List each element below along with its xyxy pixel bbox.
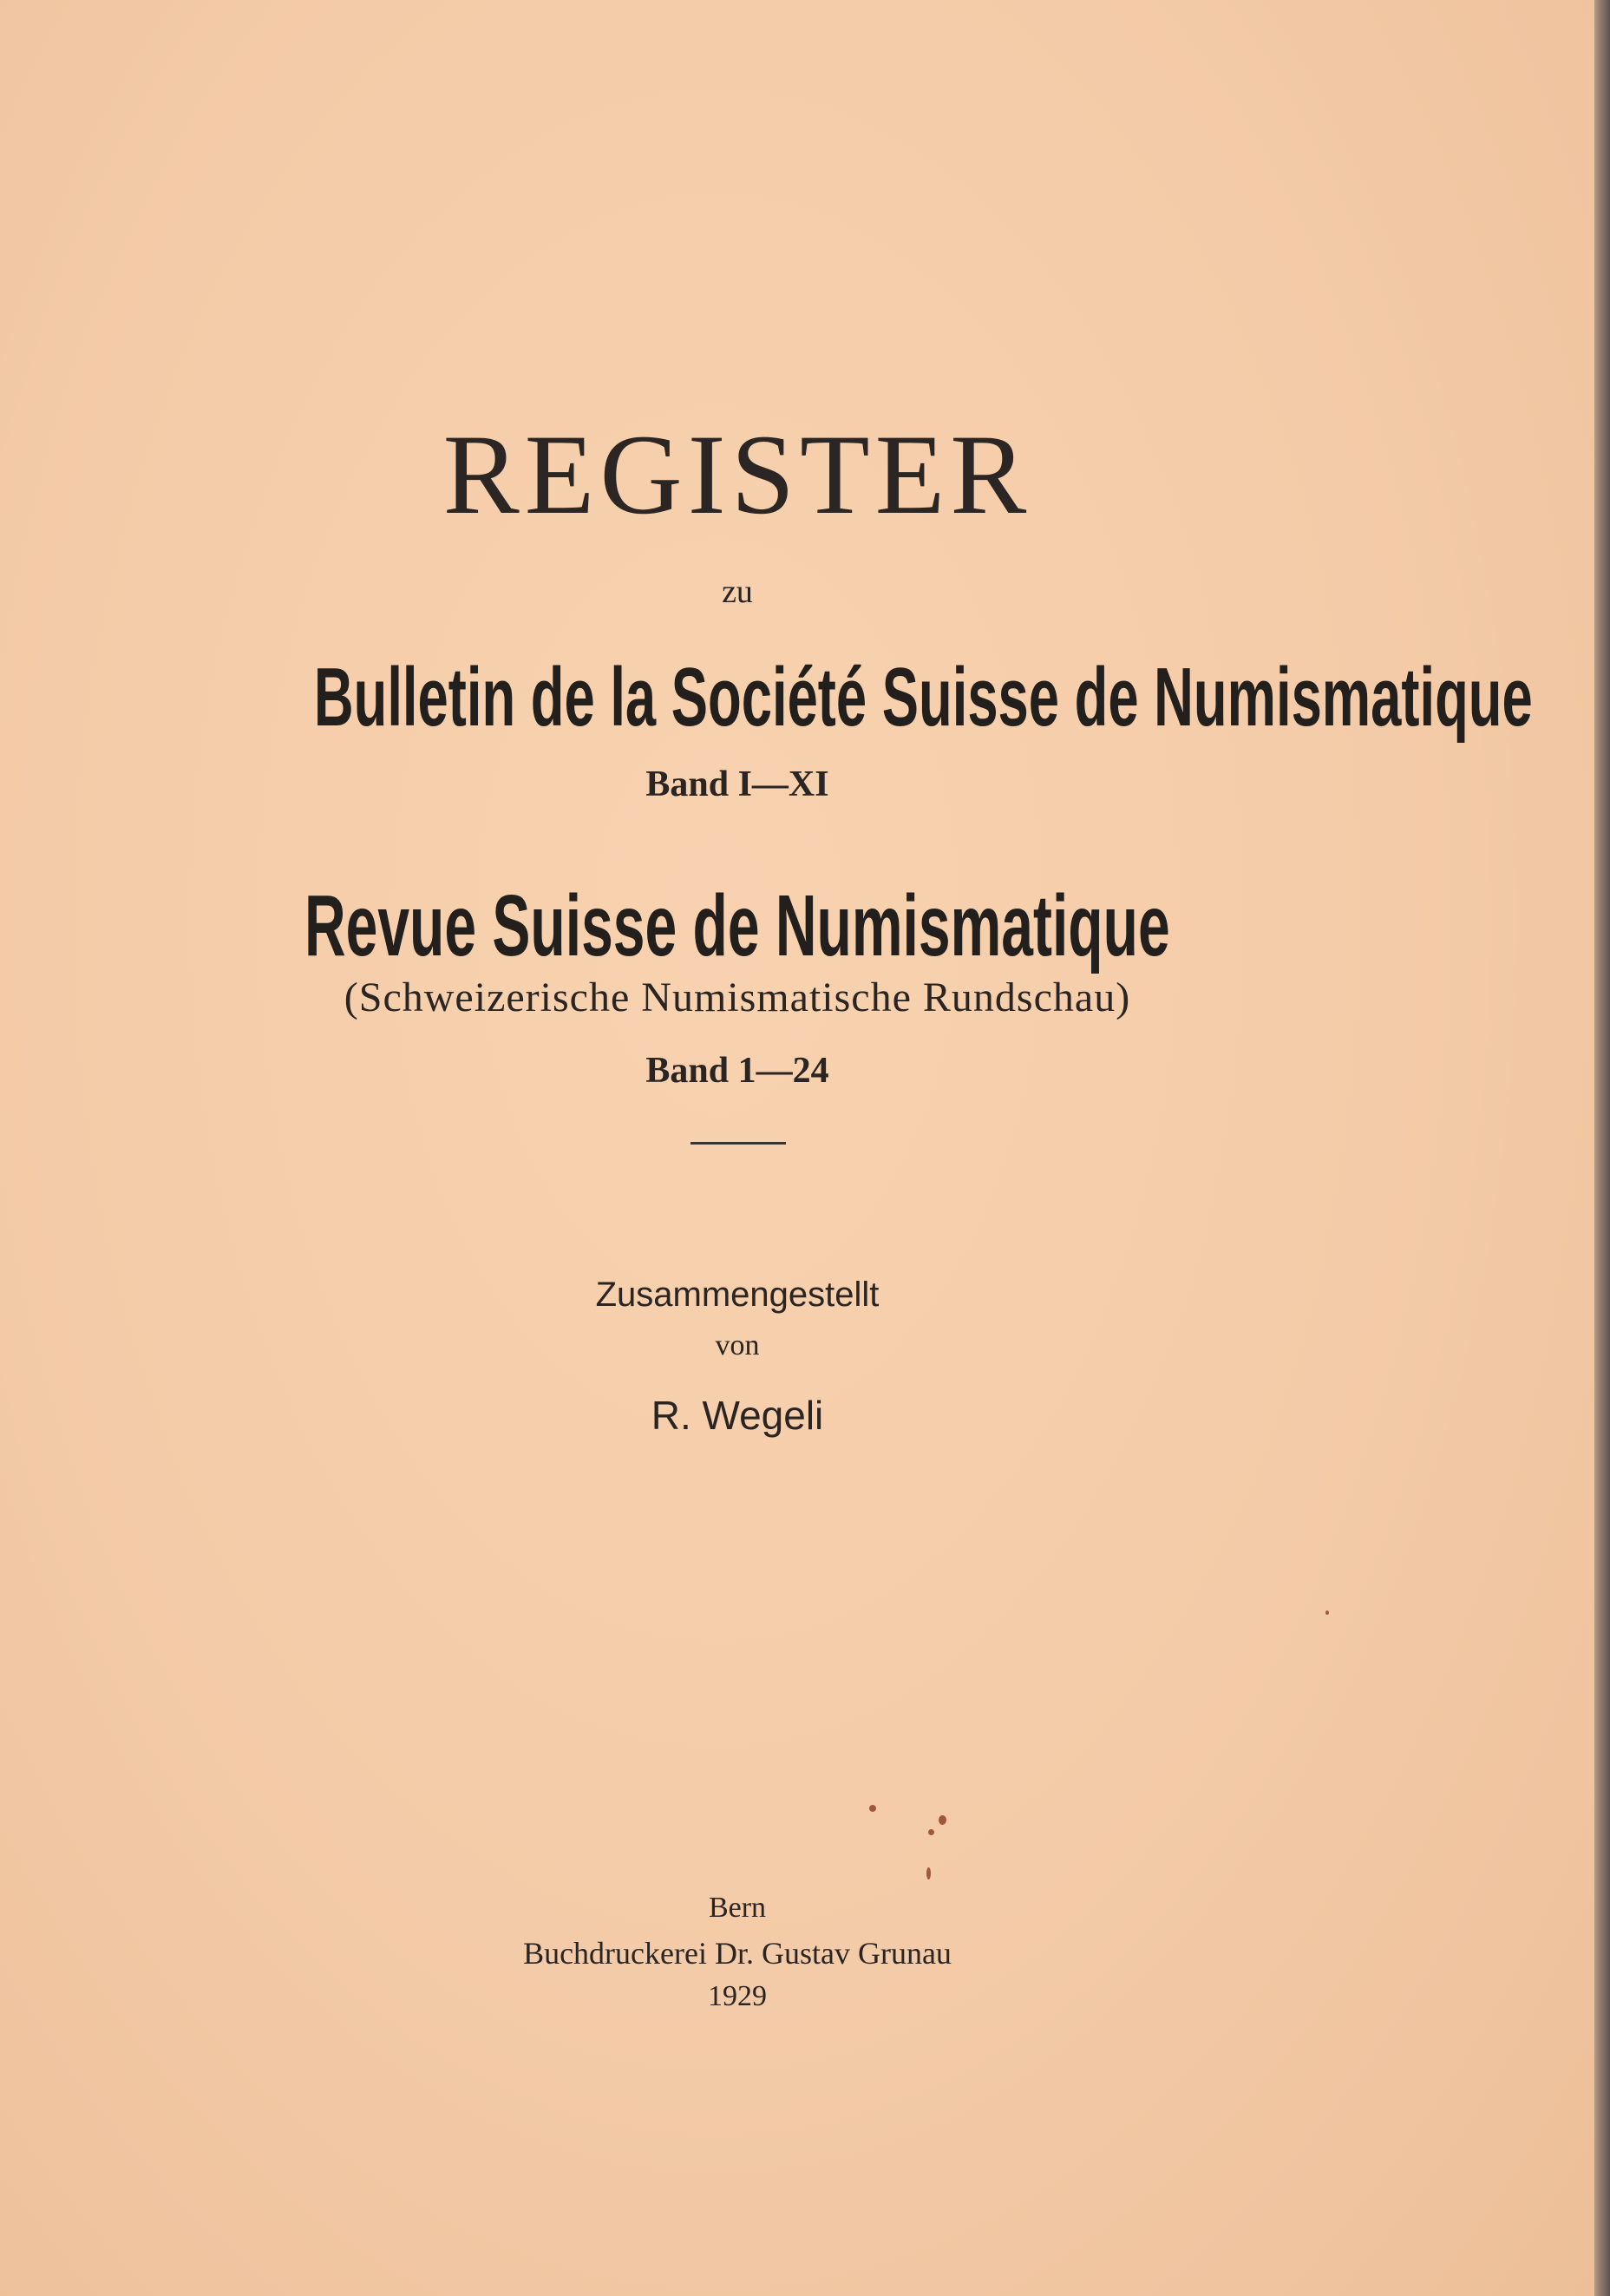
paper-stain	[869, 1805, 876, 1812]
revue-band: Band 1—24	[645, 1051, 829, 1091]
paper-stain	[1325, 1610, 1329, 1615]
author-name: R. Wegeli	[651, 1393, 824, 1438]
connector-zu: zu	[722, 574, 753, 610]
revue-title	[0, 876, 1475, 976]
publisher-printer: Buchdruckerei Dr. Gustav Grunau	[523, 1936, 952, 1971]
page-edge	[1594, 0, 1610, 2296]
register-title: REGISTER	[442, 410, 1032, 538]
paper-stain	[928, 1829, 934, 1835]
compiled-by-label: von	[715, 1329, 760, 1361]
compiled-label: Zusammengestellt	[595, 1276, 880, 1314]
bulletin-band: Band I—XI	[645, 764, 829, 804]
divider-rule	[690, 1142, 786, 1145]
publication-year: 1929	[708, 1980, 767, 2012]
bulletin-title	[0, 649, 1533, 745]
publisher-city: Bern	[708, 1892, 767, 1924]
revue-title-text: Revue Suisse de Numismatique	[304, 877, 1170, 974]
bulletin-title-text: Bulletin de la Société Suisse de Numismatique	[313, 651, 1533, 744]
revue-subtitle: (Schweizerische Numismatische Rundschau)	[344, 974, 1131, 1020]
paper-stain	[926, 1867, 931, 1879]
paper-stain	[939, 1815, 946, 1825]
